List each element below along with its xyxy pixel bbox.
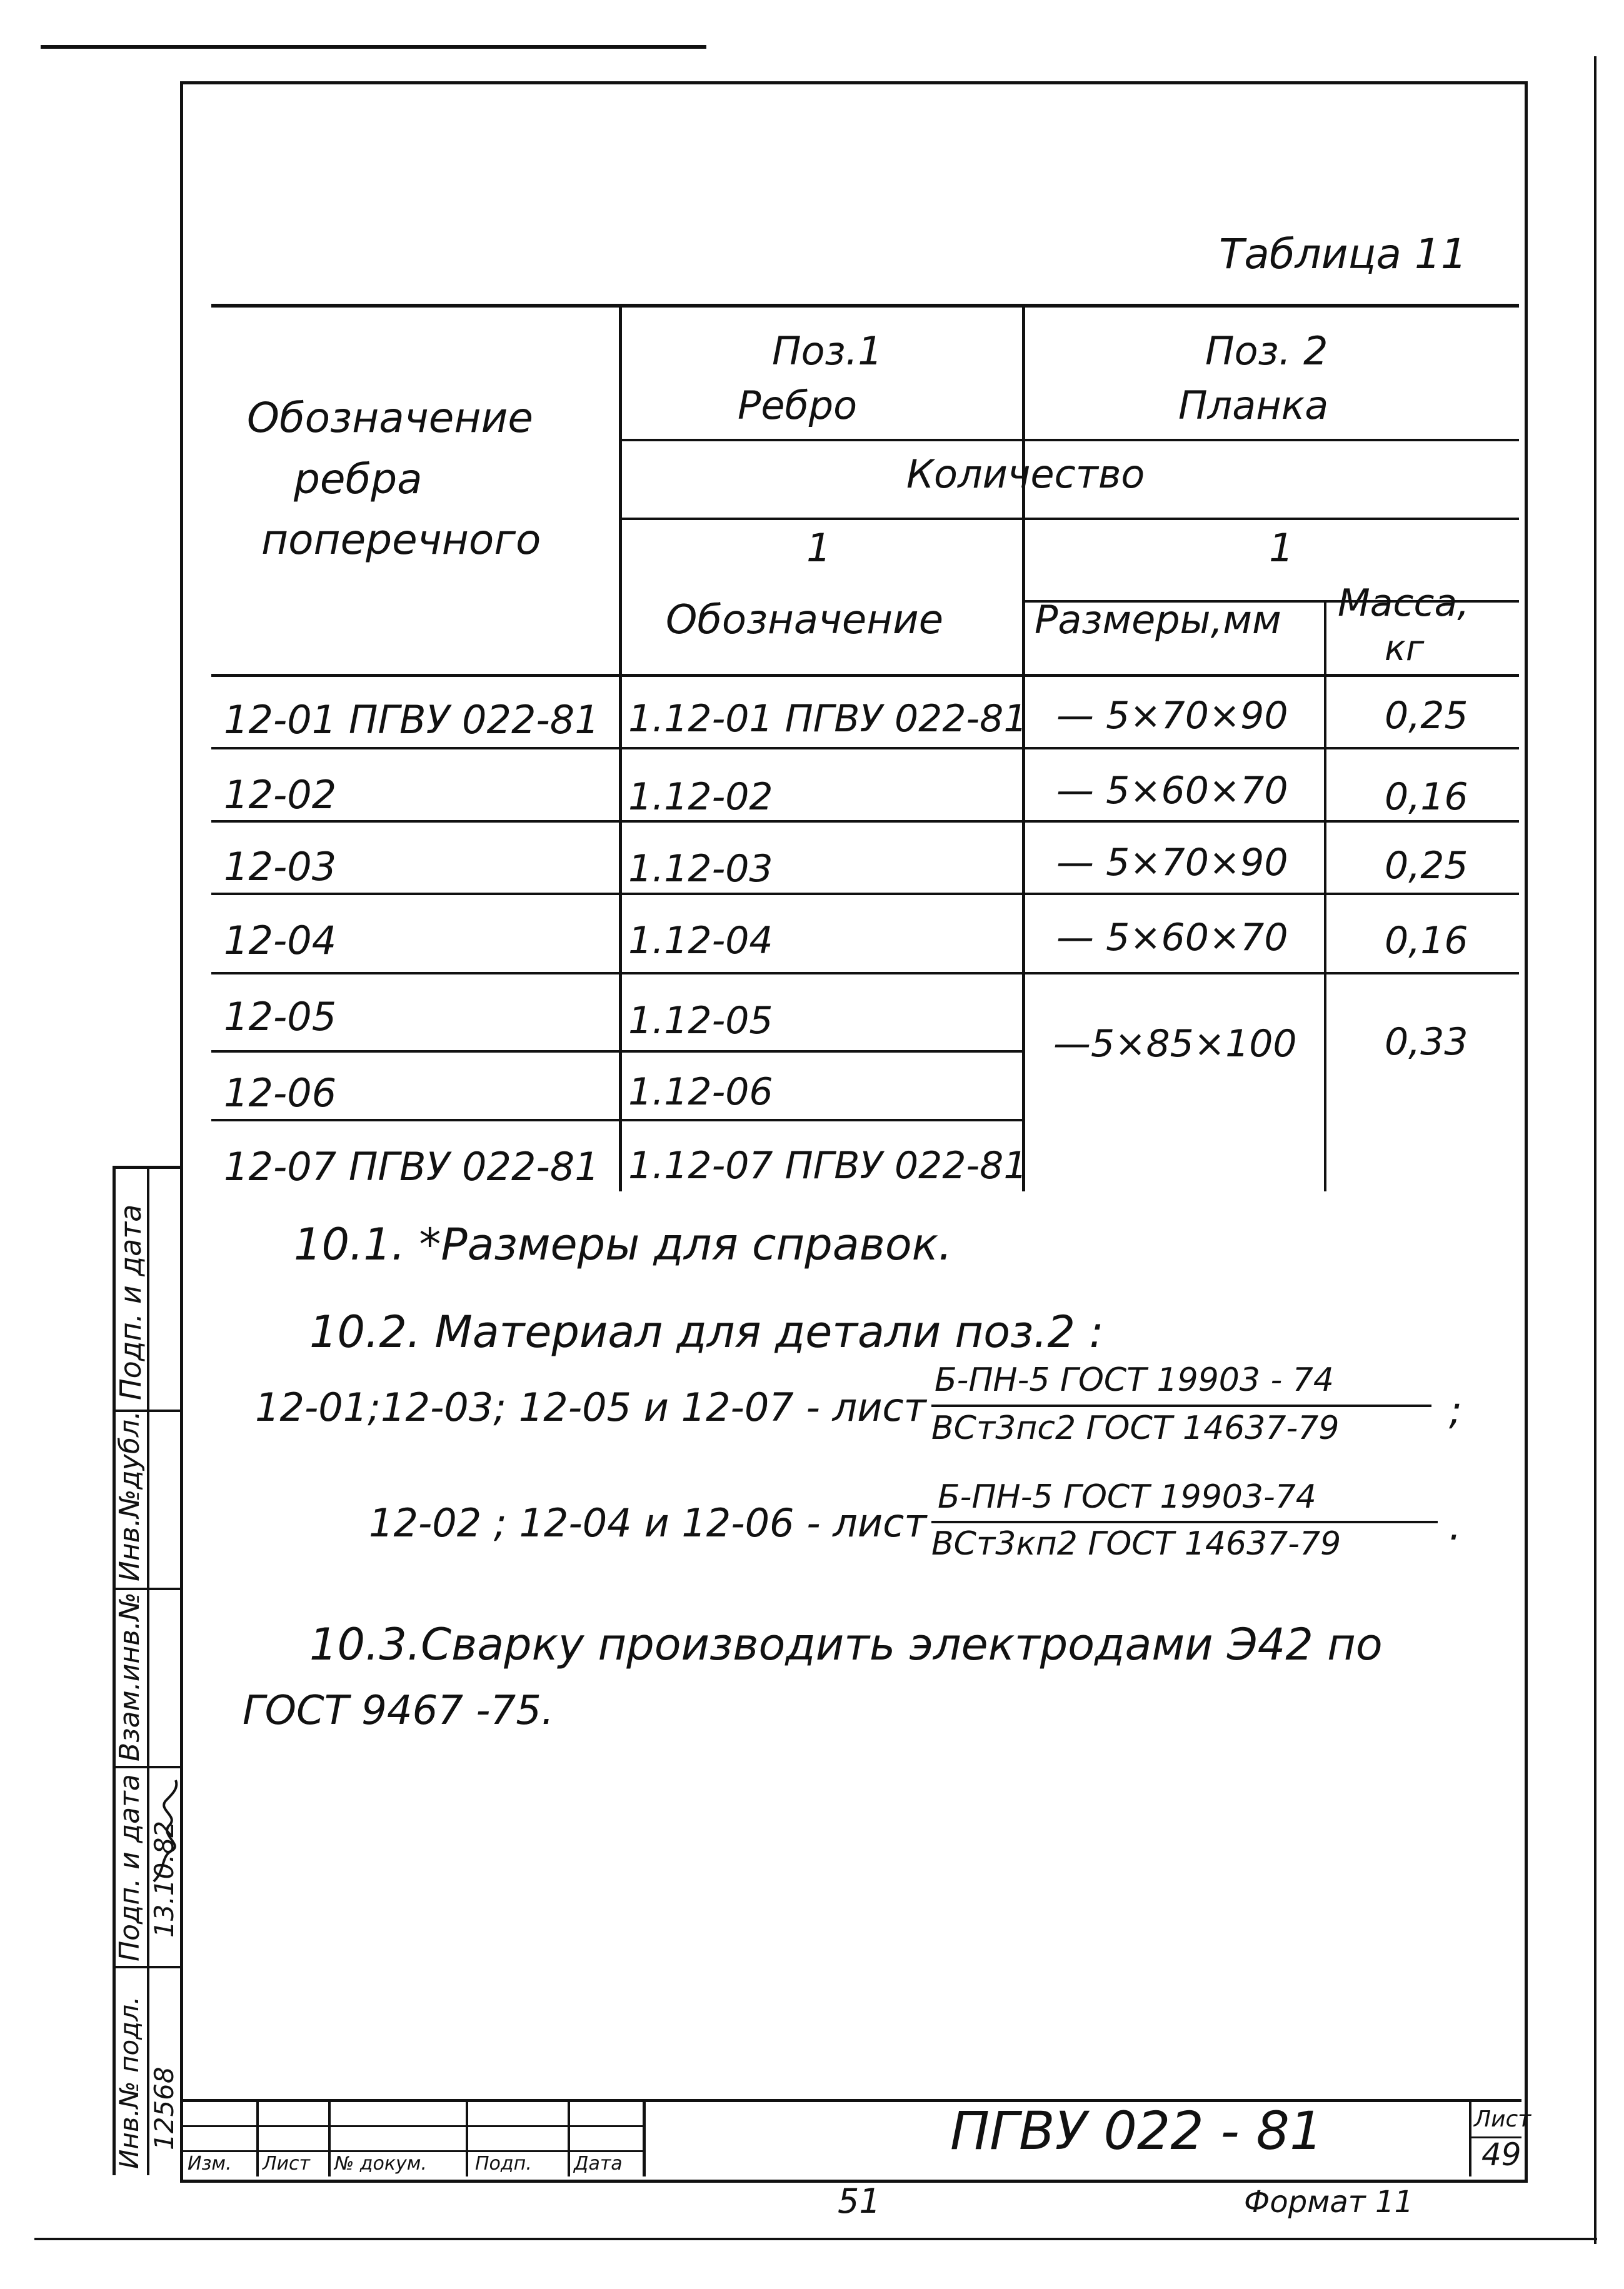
header-mass-line1: Масса, [1338,581,1470,625]
row-designation: 12-07 ПГВУ 022-81 [224,1144,599,1190]
note-10-2-a-end: ; [1449,1388,1462,1433]
format-label: Формат 11 [1244,2185,1414,2220]
row-mass: 0,25 [1385,844,1468,888]
row-designation: 12-05 [224,994,337,1039]
top-trim-line [41,45,706,49]
title-col-podp: Подп. [475,2153,532,2175]
title-col-list: Лист [263,2153,311,2175]
header-pos2-line1: Поз. 2 [1205,328,1328,374]
note-10-2: 10.2. Материал для детали поз.2 : [309,1306,1104,1358]
row-designation: 12-01 ПГВУ 022-81 [224,697,599,743]
row-dims: — 5×70×90 [1056,841,1288,884]
row-dims: —5×85×100 [1053,1022,1297,1066]
stamp-label-podp-data-2: Подп. и дата [114,1774,146,1961]
row-designation: 12-06 [224,1070,337,1116]
header-qty-pos1: 1 [806,525,831,571]
note-10-2-b-lead: 12-02 ; 12-04 и 12-06 - лист [369,1500,927,1546]
document-designation: ПГВУ 022 - 81 [950,2100,1323,2161]
note-10-2-a-denominator: ВСт3пс2 ГОСТ 14637-79 [931,1410,1340,1447]
header-quantity: Количество [906,451,1145,497]
row-mass: 0,16 [1385,775,1468,819]
signature [148,1775,185,1888]
stamp-label-inv-dubl: Инв.№дубл. [114,1410,146,1581]
header-qty-pos2: 1 [1269,525,1294,571]
row-dims: — 5×60×70 [1056,916,1288,959]
table-caption: Таблица 11 [1219,230,1467,278]
row-designation: 12-03 [224,844,337,889]
row-designation: 12-02 [224,772,337,818]
sheet-number: 49 [1481,2136,1521,2173]
row-pos1: 1.12-02 [628,775,773,819]
fraction-bar [931,1405,1431,1407]
row-pos1: 1.12-01 ПГВУ 022-81 [628,697,1028,741]
header-designation-line1: Обозначение [247,394,533,442]
note-10-2-a-lead: 12-01;12-03; 12-05 и 12-07 - лист [255,1385,926,1430]
note-10-1: 10.1. *Размеры для справок. [294,1219,953,1270]
note-10-2-b-denominator: ВСт3кп2 ГОСТ 14637-79 [931,1525,1341,1563]
row-mass: 0,16 [1385,919,1468,963]
note-10-3-line2: ГОСТ 9467 -75. [243,1688,554,1734]
title-col-izm: Изм. [188,2153,232,2175]
header-designation-line2: ребра [294,455,423,503]
title-col-dokum: № докум. [334,2153,427,2175]
note-10-2-a-numerator: Б-ПН-5 ГОСТ 19903 - 74 [935,1361,1334,1399]
sheet-label: Лист [1474,2106,1531,2132]
header-pos1-designation: Обозначение [666,597,944,643]
row-dims: — 5×70×90 [1056,694,1288,738]
header-mass-line2: кг [1385,628,1425,669]
note-10-3-line1: 10.3.Сварку производить электродами Э42 по [309,1619,1383,1670]
header-designation-line3: поперечного [261,516,541,564]
right-trim-line [1594,56,1596,2244]
stamp-label-vzam-inv: Взам.инв.№ [114,1592,146,1761]
header-pos2-line2: Планка [1178,383,1329,428]
row-pos1: 1.12-05 [628,999,773,1043]
stamp-label-inv-podl: Инв.№ подл. [114,1996,144,2169]
page-number: 51 [838,2181,881,2221]
stamp-handwritten-date: 13.10.82 [149,1820,179,1938]
row-mass: 0,33 [1385,1020,1468,1064]
row-pos1: 1.12-06 [628,1070,773,1114]
bottom-trim-line [34,2238,1597,2240]
row-mass: 0,25 [1385,694,1468,738]
row-dims: — 5×60×70 [1056,769,1288,813]
row-pos1: 1.12-03 [628,847,773,891]
note-10-2-b-end: . [1449,1503,1461,1549]
header-dims: Размеры,мм [1035,597,1281,643]
note-10-2-b-numerator: Б-ПН-5 ГОСТ 19903-74 [938,1478,1316,1516]
header-pos1-line1: Поз.1 [772,328,883,374]
header-pos1-line2: Ребро [738,383,858,428]
row-pos1: 1.12-07 ПГВУ 022-81 [628,1144,1028,1188]
stamp-inv-number: 12568 [149,2066,179,2150]
fraction-bar [931,1521,1438,1523]
row-designation: 12-04 [224,918,337,963]
stamp-label-podp-data: Подп. и дата [114,1204,148,1400]
title-col-data: Дата [574,2153,623,2175]
row-pos1: 1.12-04 [628,919,773,963]
